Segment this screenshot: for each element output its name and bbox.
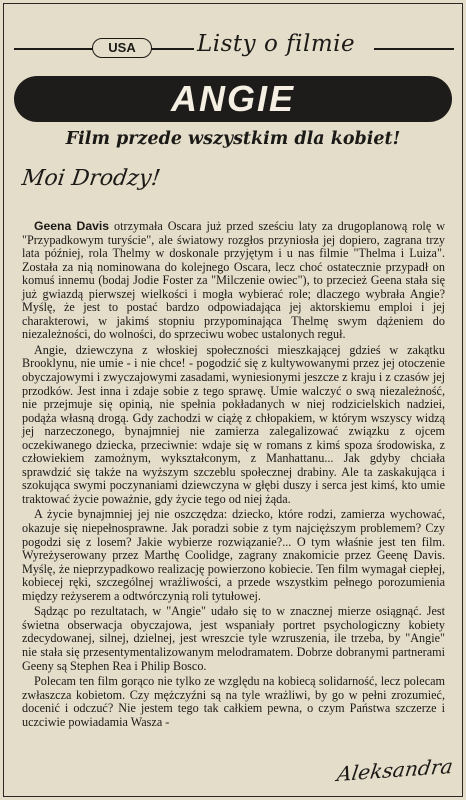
author-signature: Aleksandra <box>335 754 455 786</box>
paragraph-3: A życie bynajmniej jej nie oszczędza: dziecko, które rodzi, zamierza wychować, okazuje się niepełnosprawne. Jak poradzi sobie z tym najcięższym problemem? Czy pogodzi się z losem? Jakie wybierze rozwiązanie?... O tym właśnie jest ten film. Wyreżyserowany przez Marthę Coolidge, zagrany znakomicie przez Geenę Davis. Myślę, że nieprzypadkowo realizację powierzono kobiecie. Ten film wymagał ciepłej, kobiecej ręki, szczególnej wrażliwości, a przede wszystkim pełnego porozumienia między reżyserem a odtwórczynią roli tytułowej. <box>22 507 445 603</box>
header-rule-middle <box>150 48 200 50</box>
paragraph-2: Angie, dziewczyna z włoskiej społeczności mieszkającej gdzieś w zakątku Brooklynu, nie umie - i nie chce! - pogodzić się z kultywowanymi przez jej otoczenie obyczajowymi i zwyczajowymi zasadami, wyniesionymi jeszcze z kraju i z czasów jej przodków. Jest inna i zdaje sobie z tego sprawę. Umie walczyć o swą niezależność, nie przejmuje się opinią, nie spełnia pokładanych w niej rodzicielskich nadziei, podąża własną drogą. Gdy zachodzi w ciążę z chłopakiem, w którym wszyscy widzą jej narzeczonego, bynajmniej nie zamierza zalegalizować związku z ojcem oczekiwanego dziecka, przeciwnie: wdaje się w romans z kimś spoza środowiska, z człowiekiem zamożnym, wykształconym, z Manhattanu... Jak gdyby chciała sprawdzić się także na wyższym szczeblu społecznej drabiny. Ale ta zaskakująca i szokująca swymi poczynaniami dziewczyna w głębi duszy i serca jest kimś, kto umie traktować życie poważnie, gdy życie tego od niej żąda. <box>22 342 445 506</box>
article-subtitle: Film przede wszystkim dla kobiet! <box>65 129 401 149</box>
paragraph-5: Polecam ten film gorąco nie tylko ze względu na kobiecą solidarność, lecz polecam zwłaszcza kobietom. Czy mężczyźni są na tyle wrażliwi, by go w pełni zrozumieć, docenić i odczuć? Nie jestem tego tak całkiem pewna, o czym Państwa szczerze i uczciwie powiadamia Wasza - <box>22 674 445 729</box>
paragraph-1 <box>22 220 445 342</box>
paragraph-1-text: otrzymała Oscara już przed sześciu laty za drugoplanową rolę w "Przypadkowym turyście", ale światowy rozgłos przyniosła jej dopiero, zagrana trzy lata później, rola Thelmy w doskonale przyjętym i u nas filmie "Thelma i Luiza". Została za nią nominowana do kolejnego Oscara, lecz choć ostatecznie przypadł on komuś innemu (bodaj Jodie Foster za "Milczenie owiec"), to przecież Geena stała się już gwiazdą pierwszej wielkości i mogła wybierać role; dlaczego wybrała Angie? Myślę, że jest to postać bardzo odpowiadająca jej aktorskiemu emploi i jej charakterowi, w jakimś stopniu przypominająca Thelmę swym dążeniem do niezależności, do wolności, do sprzeciwu wobec ustalonych reguł. <box>22 219 445 342</box>
section-title: Listy o filmie <box>194 31 358 57</box>
column-header <box>14 31 454 61</box>
header-rule-left <box>14 48 94 50</box>
article-body <box>22 220 445 731</box>
title-banner: ANGIE <box>14 76 452 122</box>
lead-name: Geena Davis <box>34 219 110 233</box>
greeting: Moi Drodzy! <box>20 166 162 191</box>
paragraph-4: Sądząc po rezultatach, w "Angie" udało się to w znacznej mierze osiągnąć. Jest świetna obserwacja obyczajowa, jest wspaniały portret psychologiczny kobiety zdecydowanej, silnej, dzielnej, jest wreszcie tyle wzruszenia, ile trzeba, by "Angie" nie stała się przesentymentalizowanym melodramatem. Dobrze dobranymi partnerami Geeny są Stephen Rea i Philip Bosco. <box>22 604 445 673</box>
country-badge: USA <box>92 38 152 58</box>
header-rule-right <box>374 48 454 50</box>
